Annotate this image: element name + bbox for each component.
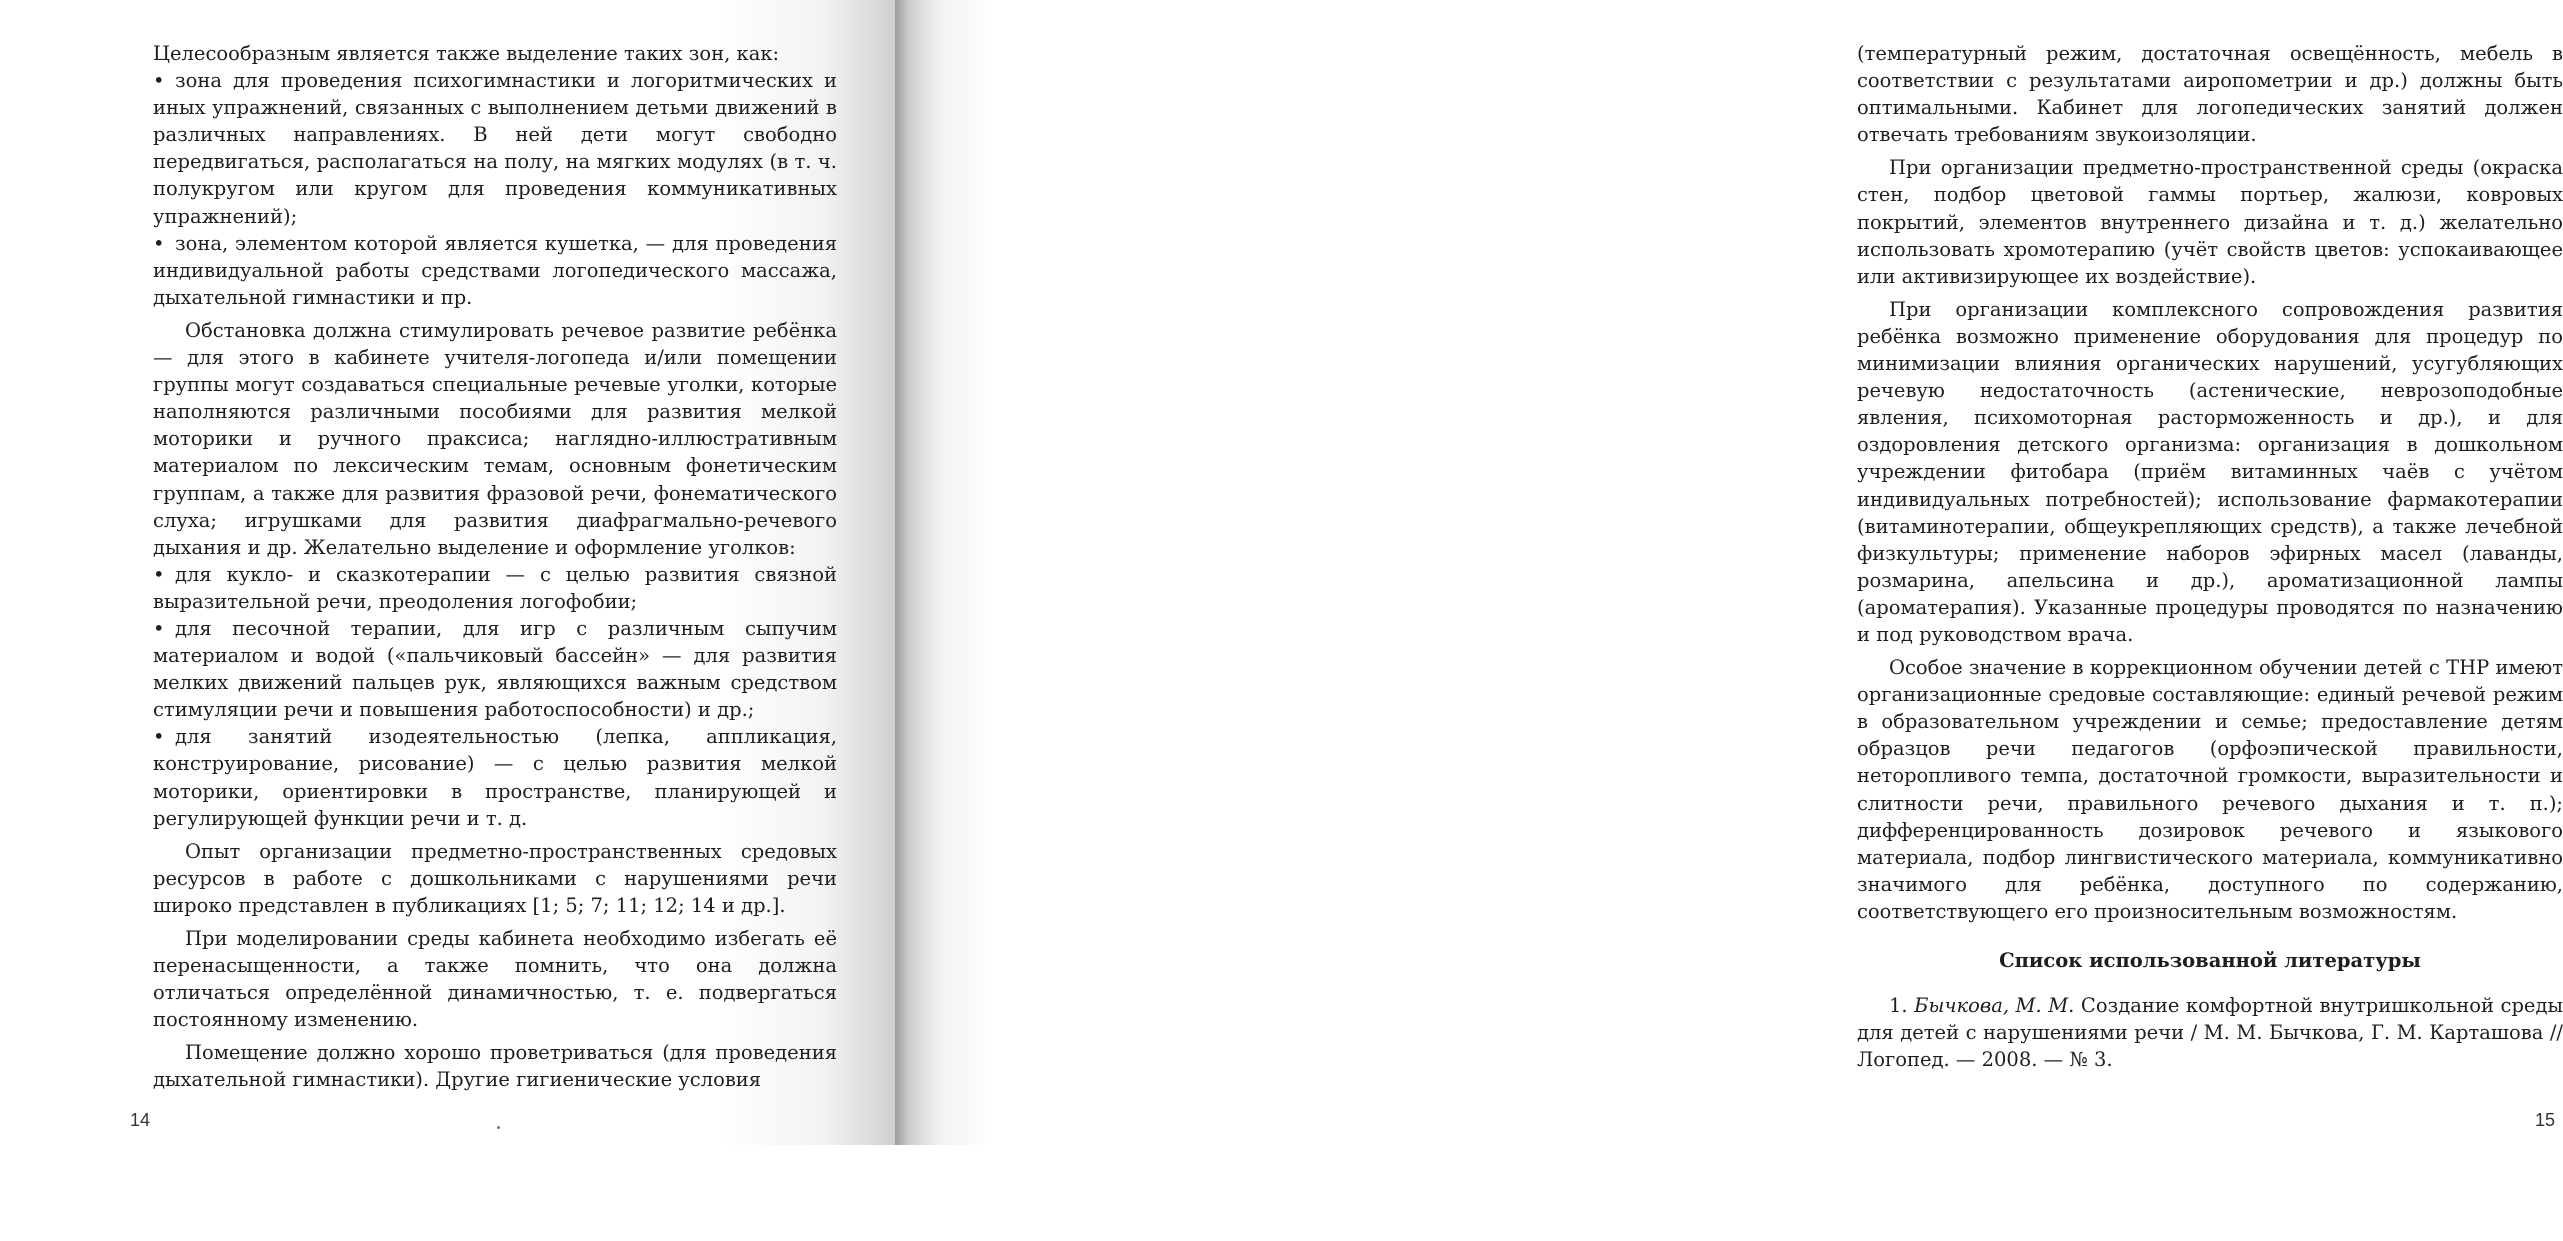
zone-list [153, 67, 837, 311]
reference-author: Бычкова, М. М. [1914, 994, 2075, 1018]
list-item [153, 615, 837, 723]
list-item-text: для кукло- и сказкотерапии — с целью развития связной выразительной речи, преодоления логофобии; [153, 562, 837, 613]
left-page [0, 0, 895, 1145]
corner-list [153, 561, 837, 832]
bullet-icon: • [153, 562, 165, 586]
paragraph: Целесообразным является также выделение таких зон, как: [153, 42, 780, 65]
list-item [153, 67, 837, 230]
reference-number: 1. [1889, 994, 1908, 1018]
left-page-text [153, 40, 837, 1094]
list-item-text: зона, элементом которой является кушетка, — для проведения индивидуальной работы средствами логопедического массажа, дыхательной гимнастики и пр. [153, 231, 837, 309]
paragraph: При организации комплексного сопровождения развития ребёнка возможно применение оборудования для процедур по минимизации влияния органических нарушений, усугубляющих речевую недостаточность (астенические, неврозоподобные явления, психомоторная расторможенность и др.), и для оздоровления детского организма: организация в дошкольном учреждении фитобара (приём витаминных чаёв с учётом индивидуальных потребностей); использование фармакотерапии (витаминотерапии, общеукрепляющих средств), а также лечебной физкультуры; применение наборов эфирных масел (лаванды, розмарина, апельсина и др.), ароматизационной лампы (ароматерапия). Указанные процедуры проводятся по назначению и под руководством врача. [1857, 297, 2563, 646]
list-item [153, 723, 837, 831]
paragraph: Обстановка должна стимулировать речевое развитие ребёнка — для этого в кабинете учителя-логопеда и/или помещении группы могут создаваться специальные речевые уголки, которые наполняются различными пособиями для развития мелкой моторики и ручного праксиса; наглядно-иллюстративным материалом по лексическим темам, основным фонетическим группам, а также для развития фразовой речи, фонематического слуха; игрушками для развития диафрагмально-речевого дыхания и др. Желательно выделение и оформление уголков: [153, 318, 837, 559]
list-item [153, 561, 837, 615]
paragraph: Особое значение в коррекционном обучении детей с ТНР имеют организационные средовые составляющие: единый речевой режим в образовательном учреждении и семье; предоставление детям образцов речи педагогов (орфоэпической правильности, неторопливого темпа, достаточной громкости, выразительности и слитности речи, правильного речевого дыхания и т. п.); дифференцированность дозировок речевого и языкового материала, подбор лингвистического материала, коммуникативно значимого для ребёнка, доступного по содержанию, соответствующего его произносительным возможностям. [1857, 656, 2563, 923]
list-item-text: зона для проведения психогимнастики и логоритмических и иных упражнений, связанных с выполнением детьми движений в различных направлениях. В ней дети могут свободно передвигаться, располагаться на полу, на мягких модулях (в т. ч. полукругом или кругом для проведения коммуникативных упражнений); [153, 69, 837, 228]
right-page-text [1857, 40, 2563, 1073]
paragraph: При организации предметно-пространственной среды (окраска стен, подбор цветовой гаммы портьер, жалюзи, ковровых покрытий, элементов внутреннего дизайна и т. д.) желательно использовать хромотерапию (учёт свойств цветов: успокаивающее или активизирующее их воздействие). [1857, 156, 2563, 288]
bullet-icon: • [153, 231, 165, 255]
page-number: 15 [2535, 1110, 2556, 1130]
paragraph: Помещение должно хорошо проветриваться (для проведения дыхательной гимнастики). Другие гигиенические условия [153, 1041, 837, 1092]
list-item [153, 230, 837, 311]
paragraph: (температурный режим, достаточная освещённость, мебель в соответствии с результатами аиропометрии и др.) должны быть оптимальными. Кабинет для логопедических занятий должен отвечать требованиям звукоизоляции. [1857, 42, 2563, 147]
paragraph: При моделировании среды кабинета необходимо избегать её перенасыщенности, а также помнить, что она должна отличаться определённой динамичностью, т. е. подвергаться постоянному изменению. [153, 927, 837, 1032]
bullet-icon: • [153, 69, 165, 93]
references-heading: Список использованной литературы [1999, 949, 2421, 972]
list-item-text: для песочной терапии, для игр с различным сыпучим материалом и водой («пальчиковый бассейн» — для развития мелких движений пальцев рук, являющихся важным средством стимуляции речи и повышения работоспособности) и др.; [153, 616, 837, 722]
bullet-icon: • [153, 616, 165, 640]
page-number: 14 [130, 1110, 151, 1130]
reference-item [1857, 992, 2563, 1073]
paragraph: Опыт организации предметно-пространственных средовых ресурсов в работе с дошкольниками с нарушениями речи широко представлен в публикациях [1; 5; 7; 11; 12; 14 и др.]. [153, 839, 837, 917]
bullet-icon: • [153, 725, 165, 749]
references-list [1857, 992, 2563, 1073]
list-item-text: для занятий изодеятельностью (лепка, аппликация, конструирование, рисование) — с целью развития мелкой моторики, ориентировки в пространстве, планирующей и регулирующей функции речи и т. д. [153, 725, 837, 830]
reference-text: Создание комфортной внутришкольной среды для детей с нарушениями речи / М. М. Бычкова, Г. М. Карташова // Логопед. — 2008. — № 3. [1857, 994, 2563, 1072]
scan-dot [497, 1126, 500, 1129]
right-page [895, 0, 2563, 1145]
